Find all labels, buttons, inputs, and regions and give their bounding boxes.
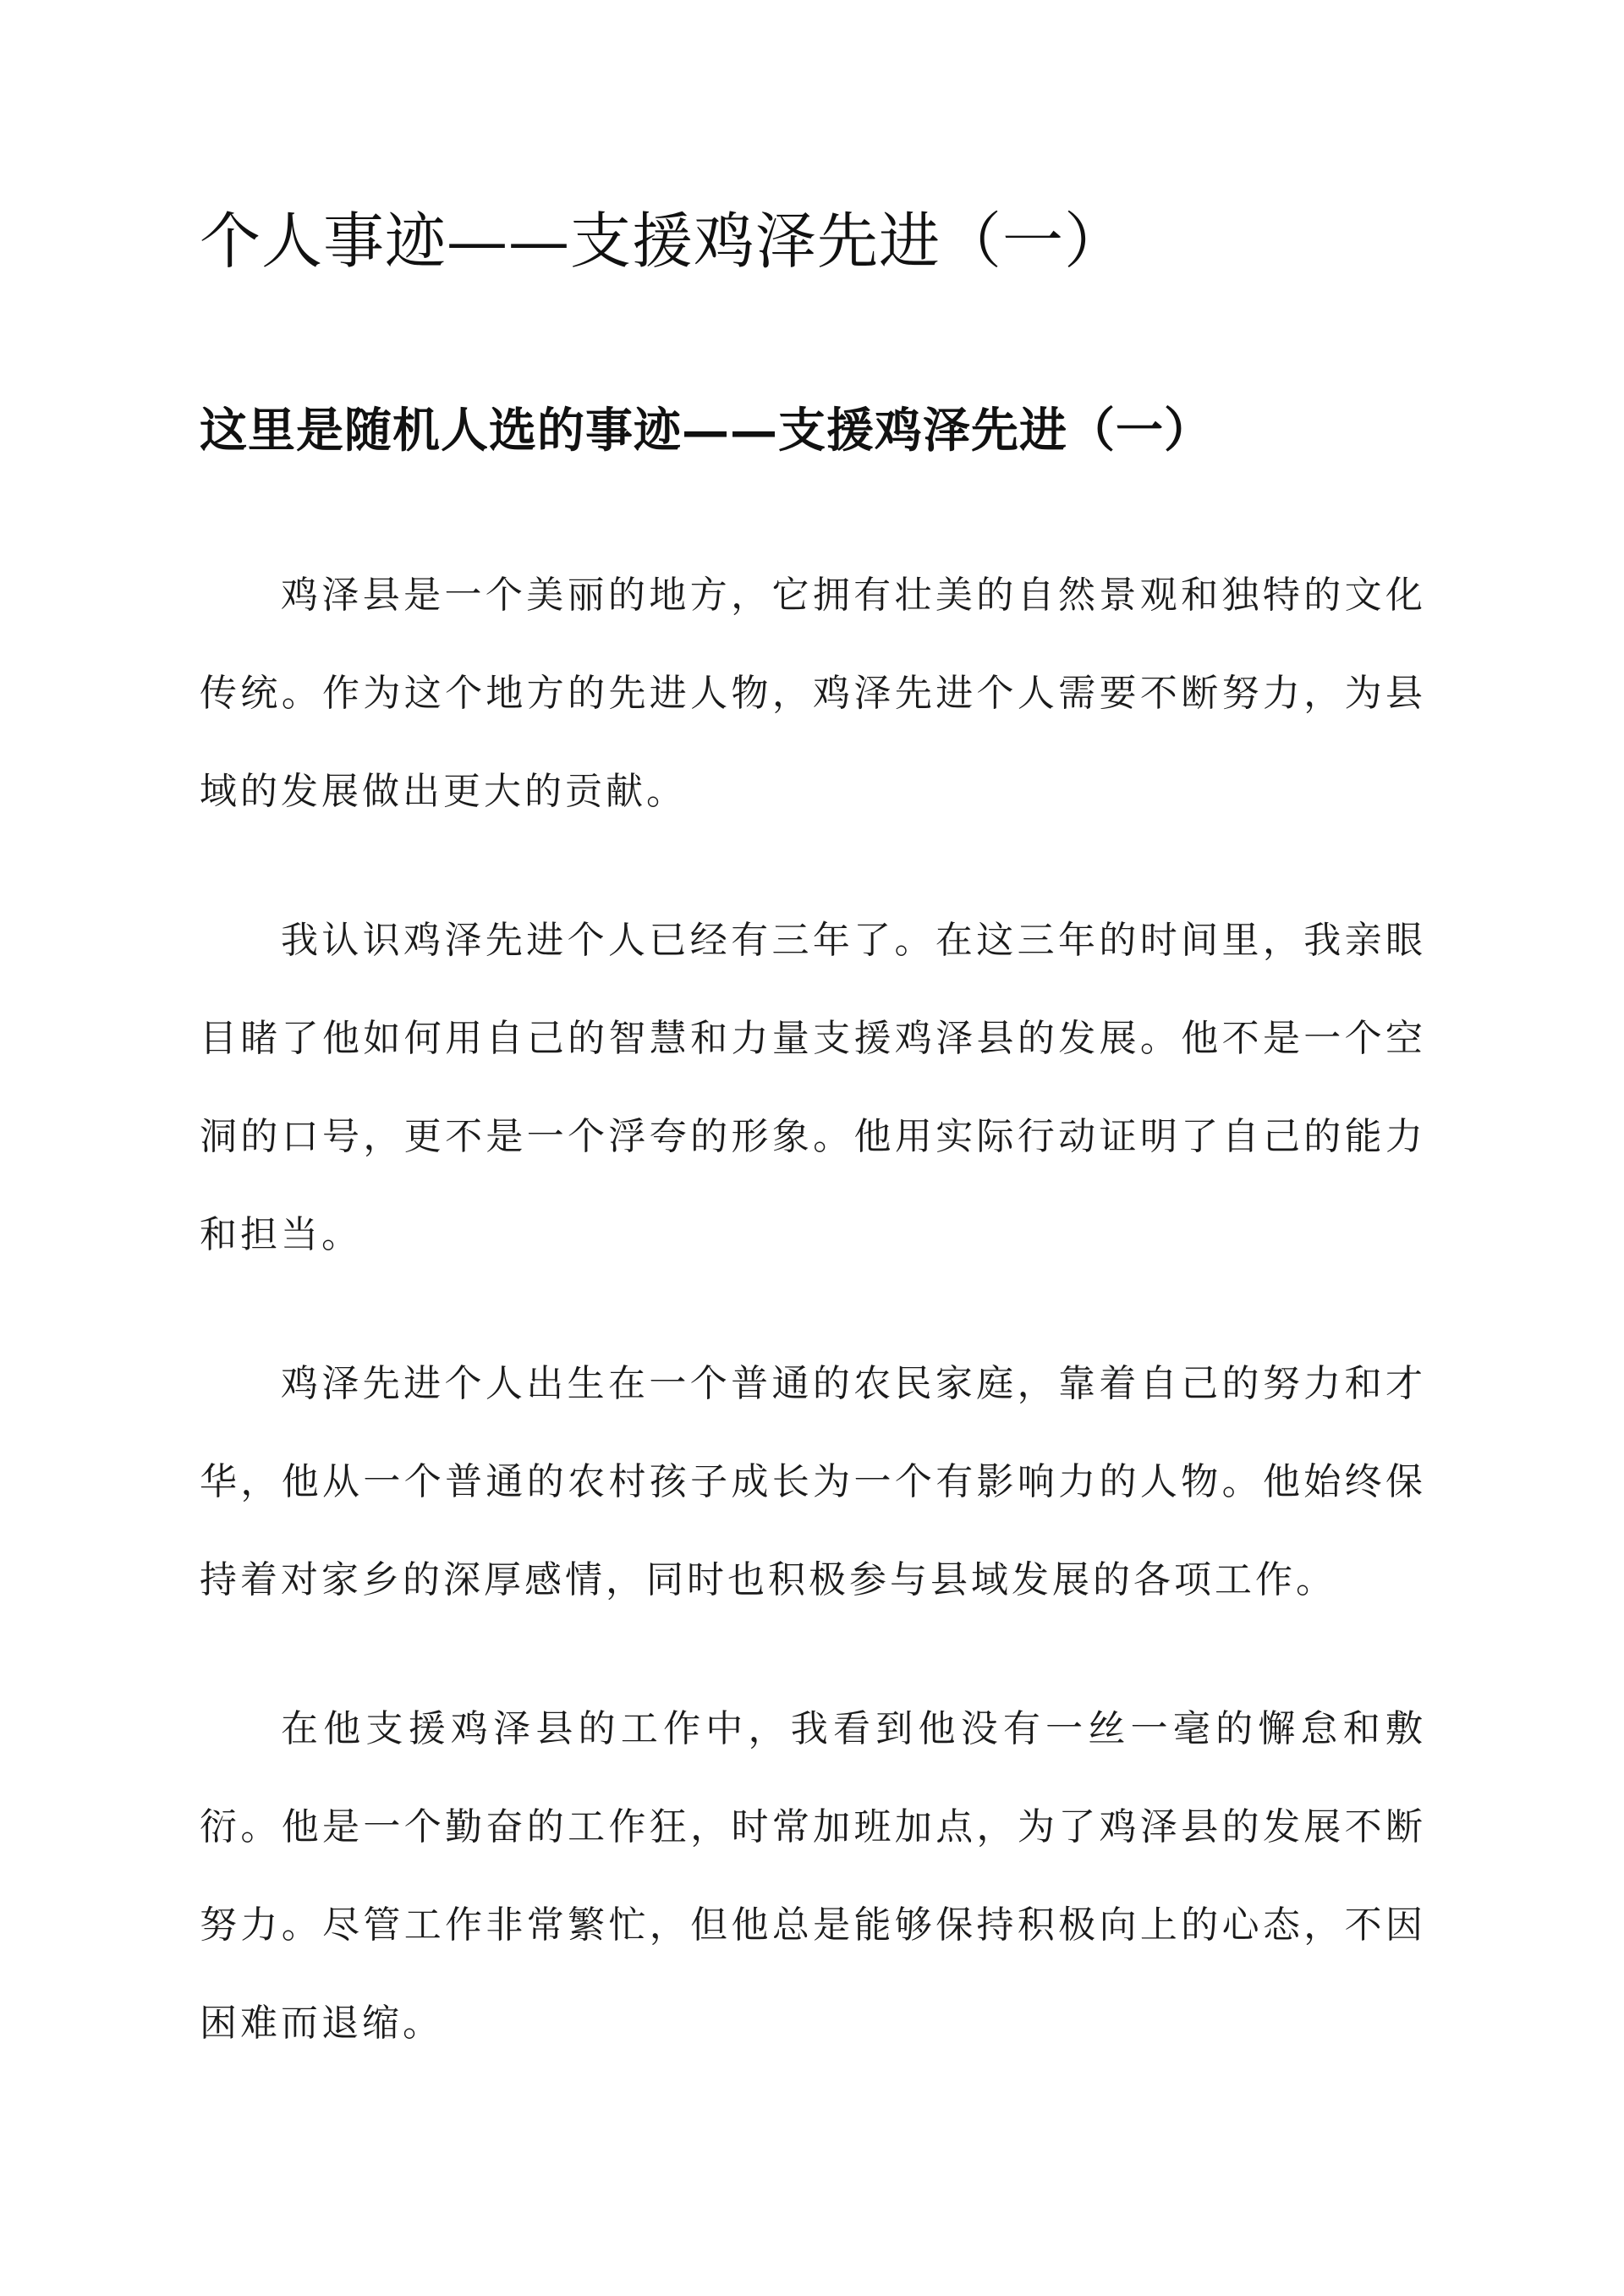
document-content (200, 195, 1426, 2123)
document-body (200, 547, 1426, 2073)
document-subtitle: 这里是随机人选的事迹——支援鸡泽先进（一） (200, 403, 1212, 459)
paragraph-3: 鸡泽先进个人出生在一个普通的农民家庭，靠着自己的努力和才华，他从一个普通的农村孩子成长为一个有影响力的人物。他始终保持着对家乡的深厚感情，同时也积极参与县域发展的各项工作。 (200, 1362, 1426, 1601)
document-title: 个人事迹——支援鸡泽先进（一） (200, 206, 1127, 277)
paragraph-1: 鸡泽县是一个美丽的地方，它拥有壮美的自然景观和独特的文化传统。作为这个地方的先进人物，鸡泽先进个人需要不断努力，为县域的发展做出更大的贡献。 (200, 574, 1426, 813)
paragraph-2: 我认识鸡泽先进个人已经有三年了。在这三年的时间里，我亲眼目睹了他如何用自己的智慧和力量支援鸡泽县的发展。他不是一个空洞的口号，更不是一个浮夸的形象。他用实际行动证明了自己的能力和担当。 (200, 919, 1426, 1256)
paragraph-4: 在他支援鸡泽县的工作中，我看到他没有一丝一毫的懈怠和敷衍。他是一个勤奋的工作狂，时常加班加点，为了鸡泽县的发展不断努力。尽管工作非常繁忙，但他总是能够保持积极向上的心态，不因困难而退缩。 (200, 1707, 1426, 2045)
